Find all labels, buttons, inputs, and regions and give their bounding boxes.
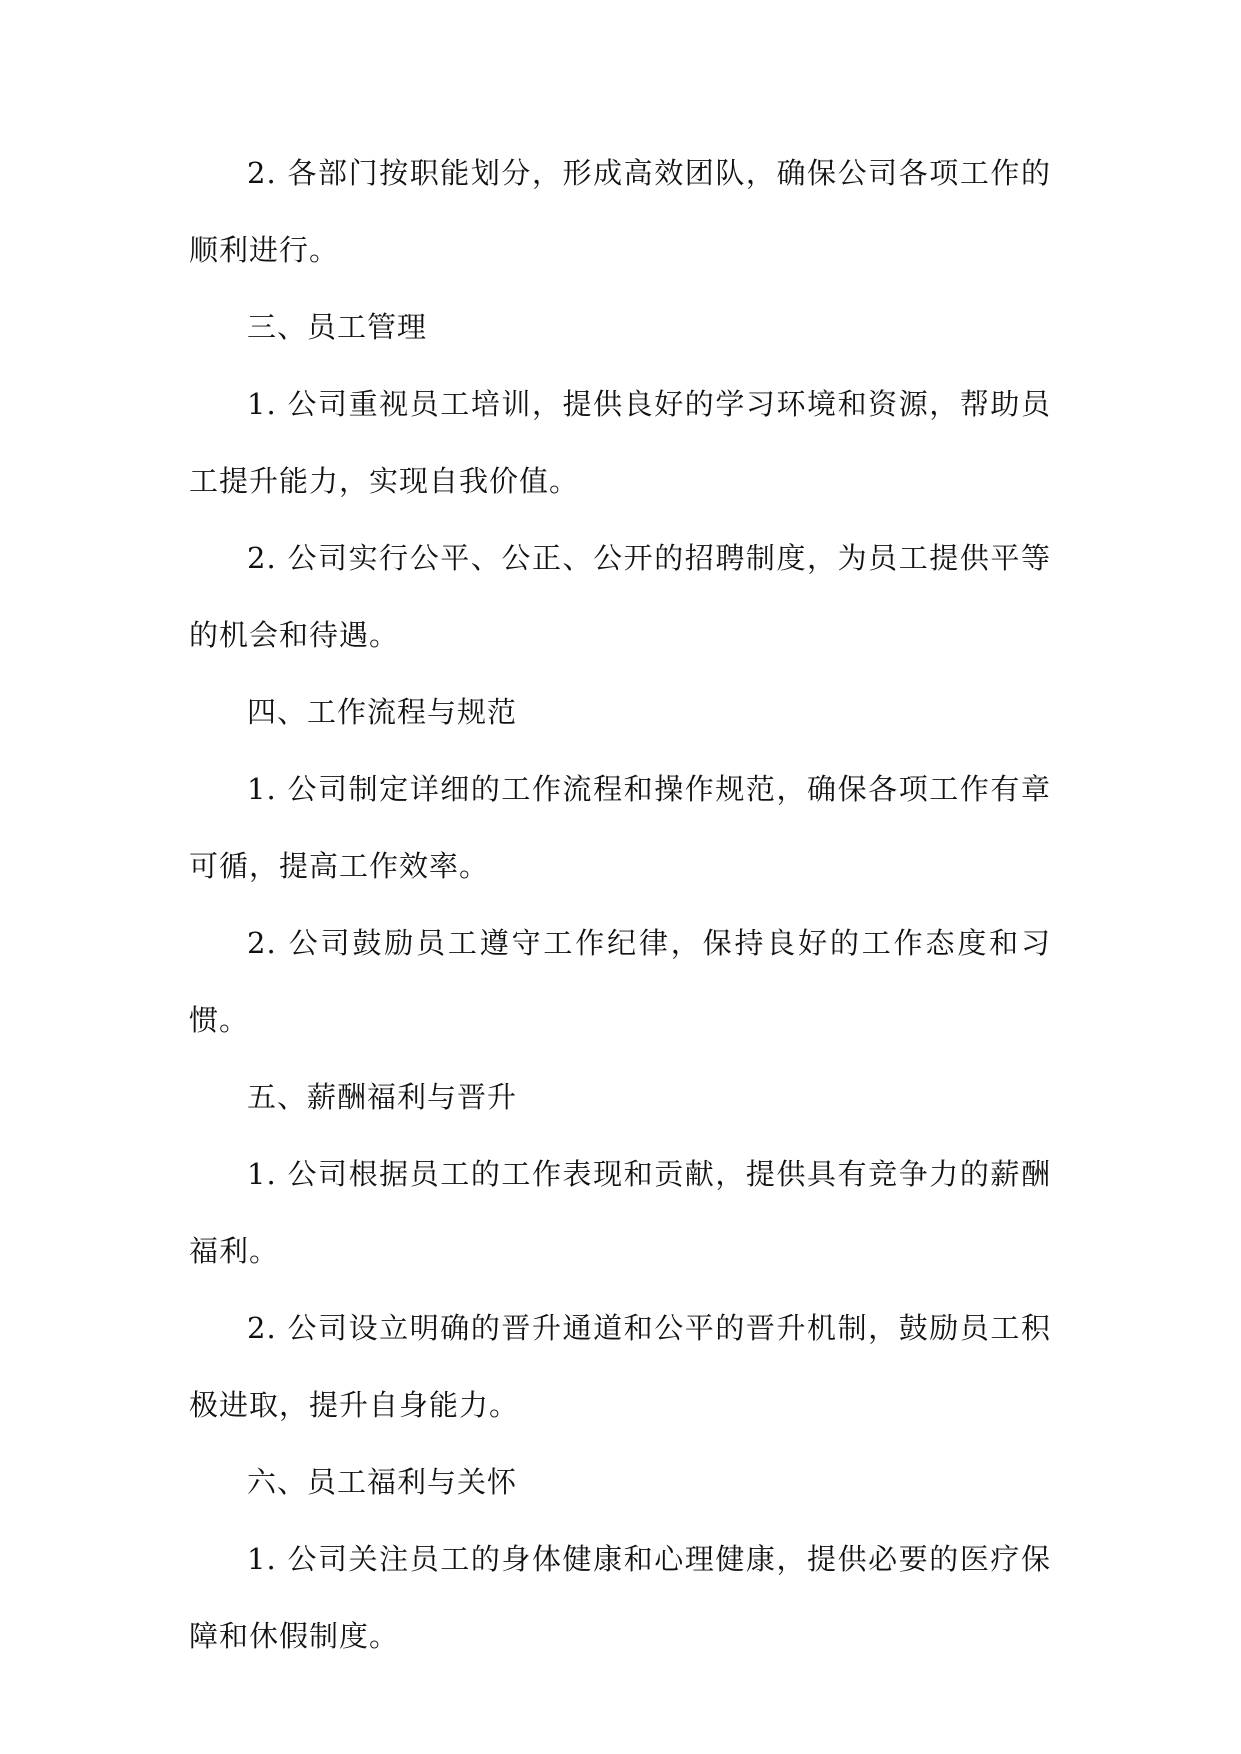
paragraph-item-1-compensation: 1. 公司根据员工的工作表现和贡献，提供具有竞争力的薪酬福利。 [189,1157,1051,1268]
section-heading-employee-management: 三、员工管理 [247,310,428,344]
paragraph-item-2-discipline: 2. 公司鼓励员工遵守工作纪律，保持良好的工作态度和习惯。 [189,926,1051,1037]
paragraph-item-1-training: 1. 公司重视员工培训，提供良好的学习环境和资源，帮助员工提升能力，实现自我价值。 [189,387,1051,498]
paragraph-item-2-department: 2. 各部门按职能划分，形成高效团队，确保公司各项工作的顺利进行。 [189,156,1051,267]
section-heading-compensation: 五、薪酬福利与晋升 [247,1080,518,1114]
paragraph-item-2-recruitment: 2. 公司实行公平、公正、公开的招聘制度，为员工提供平等的机会和待遇。 [189,541,1051,652]
section-heading-workflow: 四、工作流程与规范 [247,695,518,729]
document-page [189,135,1051,1675]
paragraph-item-1-health: 1. 公司关注员工的身体健康和心理健康，提供必要的医疗保障和休假制度。 [189,1542,1051,1653]
paragraph-item-2-promotion: 2. 公司设立明确的晋升通道和公平的晋升机制，鼓励员工积极进取，提升自身能力。 [189,1311,1051,1422]
paragraph-item-1-workflow: 1. 公司制定详细的工作流程和操作规范，确保各项工作有章可循，提高工作效率。 [189,772,1051,883]
section-heading-welfare: 六、员工福利与关怀 [247,1465,518,1499]
